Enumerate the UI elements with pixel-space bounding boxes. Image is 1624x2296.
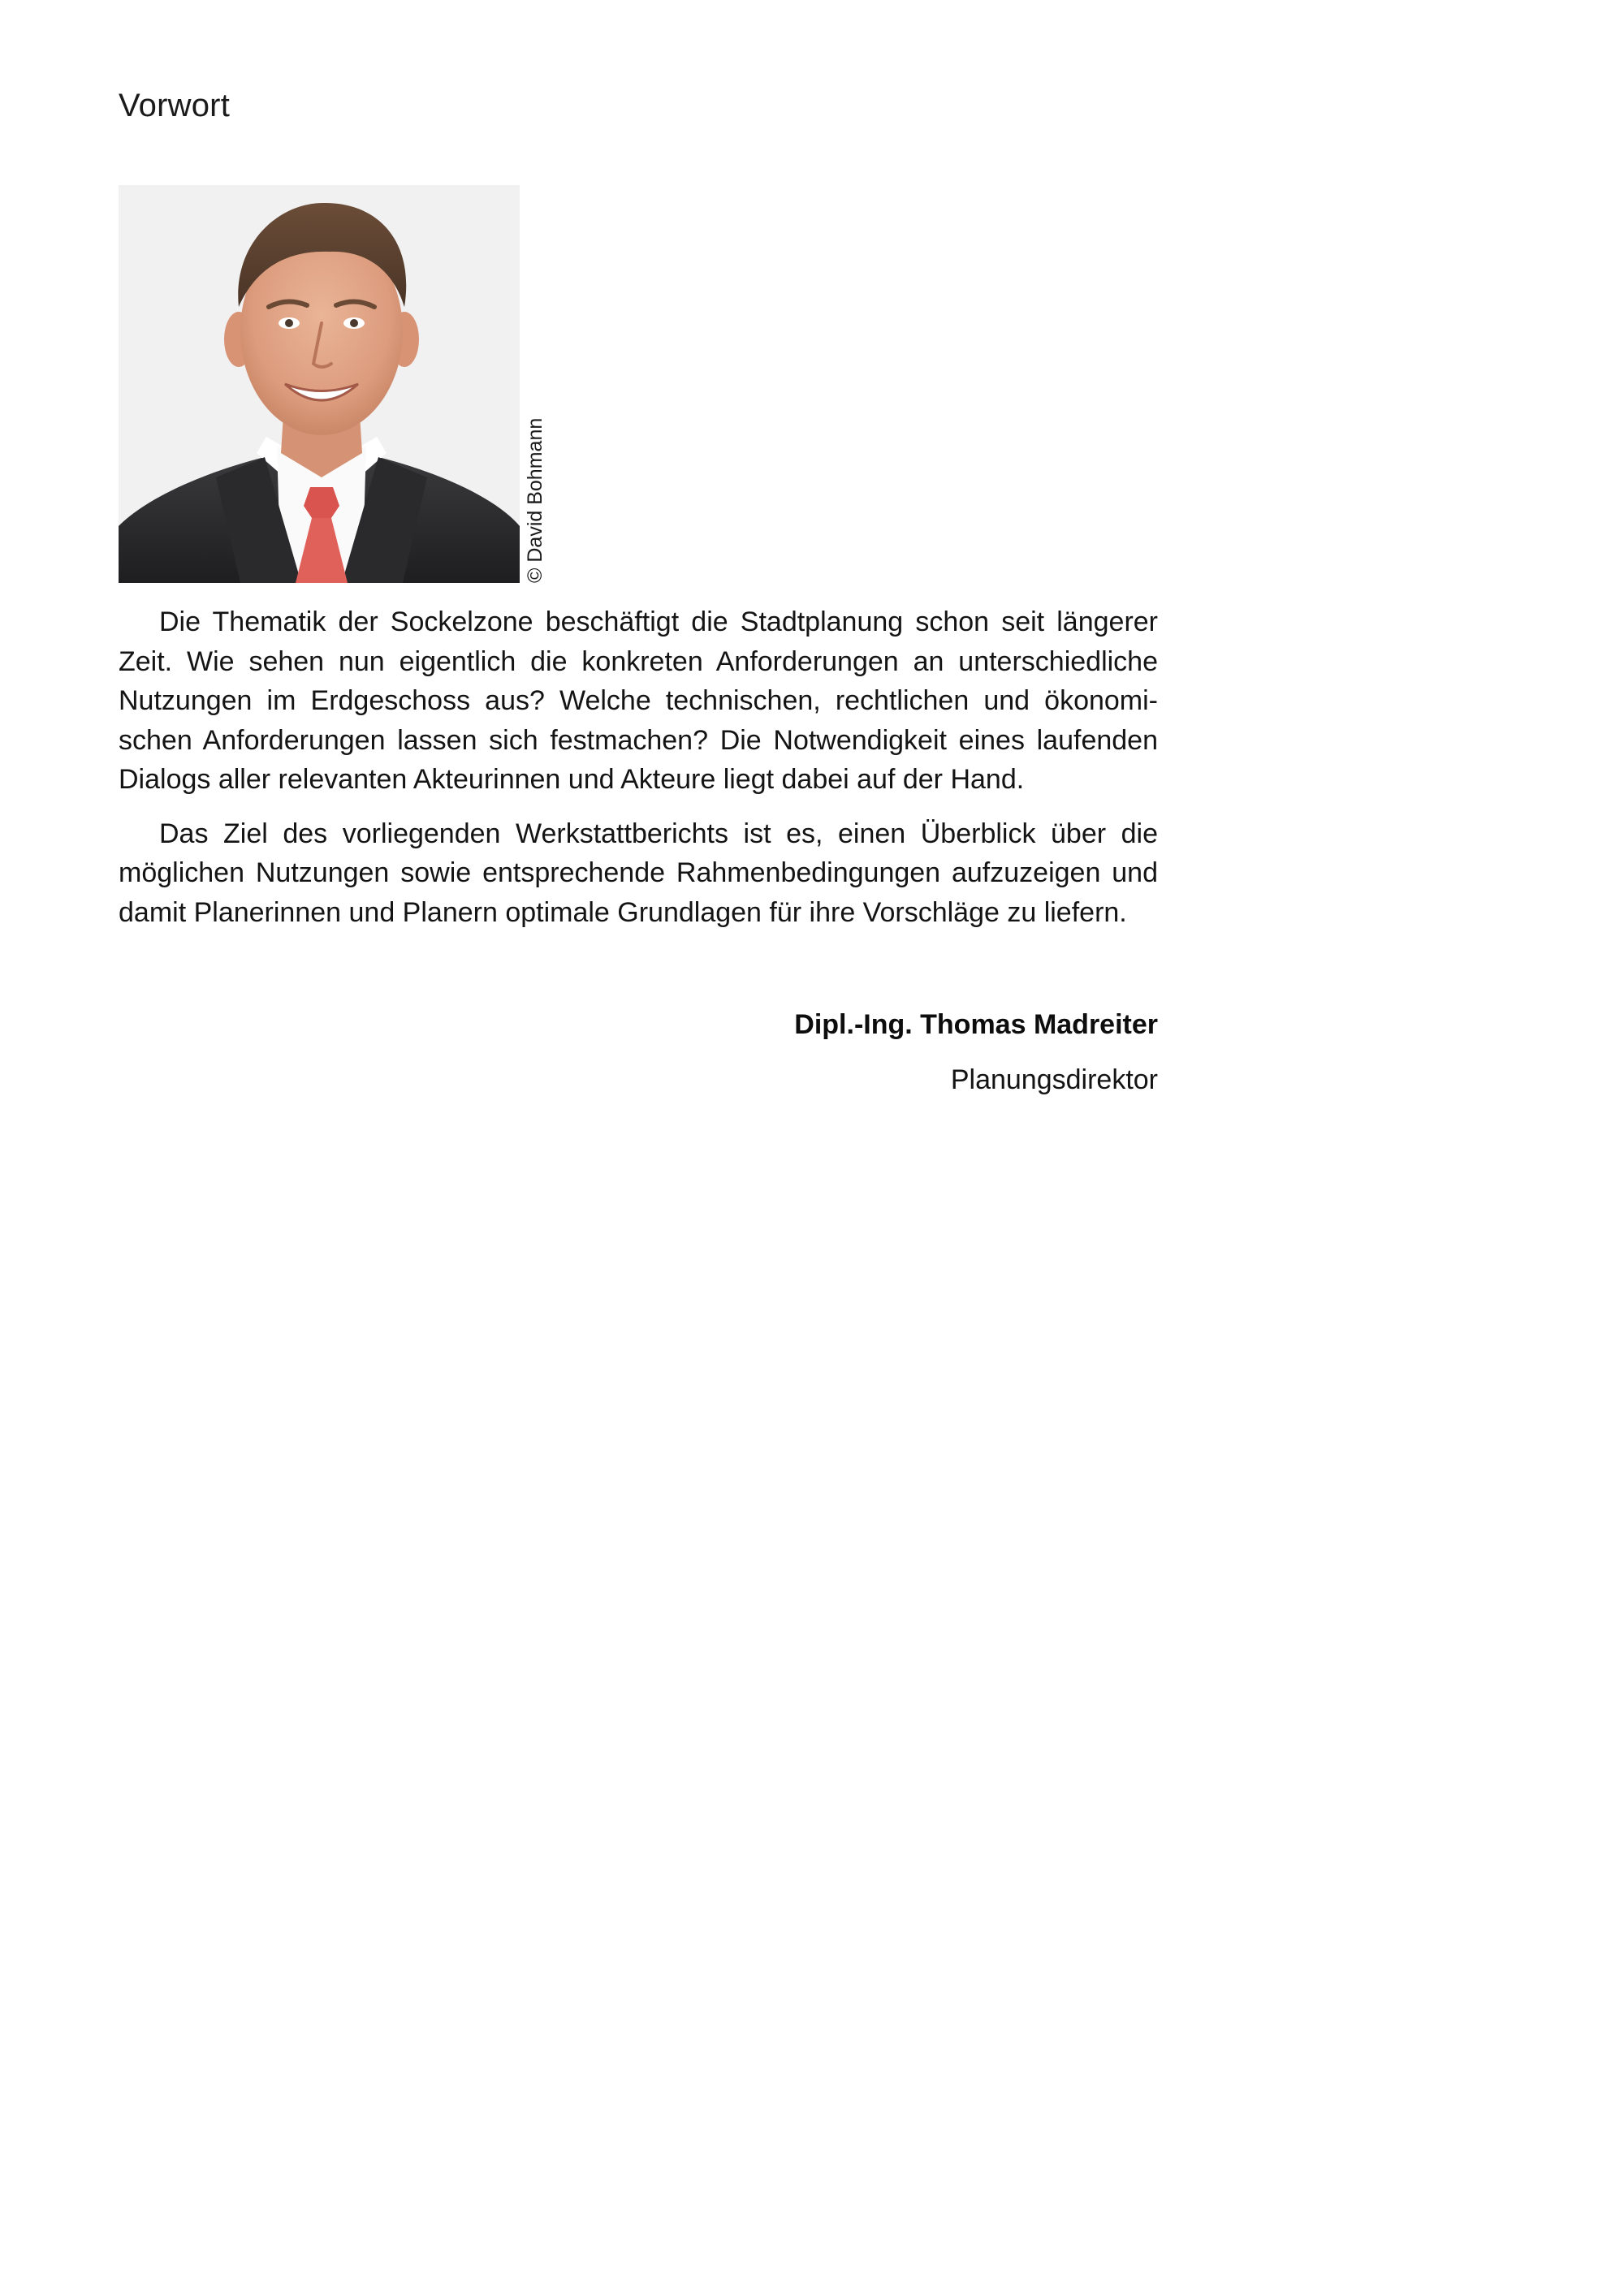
signature-role: Planungsdirektor <box>950 1064 1158 1095</box>
author-portrait <box>119 185 520 583</box>
page-title: Vorwort <box>119 88 231 123</box>
signature-name: Dipl.-Ing. Thomas Madreiter <box>794 1009 1158 1040</box>
photo-credit: © David Bohmann <box>524 417 546 583</box>
signature-block <box>119 1008 1158 1096</box>
paragraph: Das Ziel des vorliegenden Werkstattberichts ist es, einen Überblick über die möglichen Nutzungen sowie entsprechende Rahmenbedingungen aufzuzeigen und damit Planerinnen und Planern optimale Grundlagen für ihre Vorschläge zu liefern. <box>119 818 1158 928</box>
foreword-body <box>119 602 1158 947</box>
paragraph: Die Thematik der Sockelzone beschäftigt die Stadtplanung schon seit längerer Zeit. Wie sehen nun eigentlich die konkreten Anforderungen an unterschiedliche Nutzungen im Erdgeschoss aus? Welche technischen, rechtlichen und ökonomischen Anforderungen lassen sich festmachen? Die Notwendigkeit eines laufenden Dialogs aller relevanten Akteurinnen und Akteure liegt dabei auf der Hand. <box>119 606 1158 795</box>
